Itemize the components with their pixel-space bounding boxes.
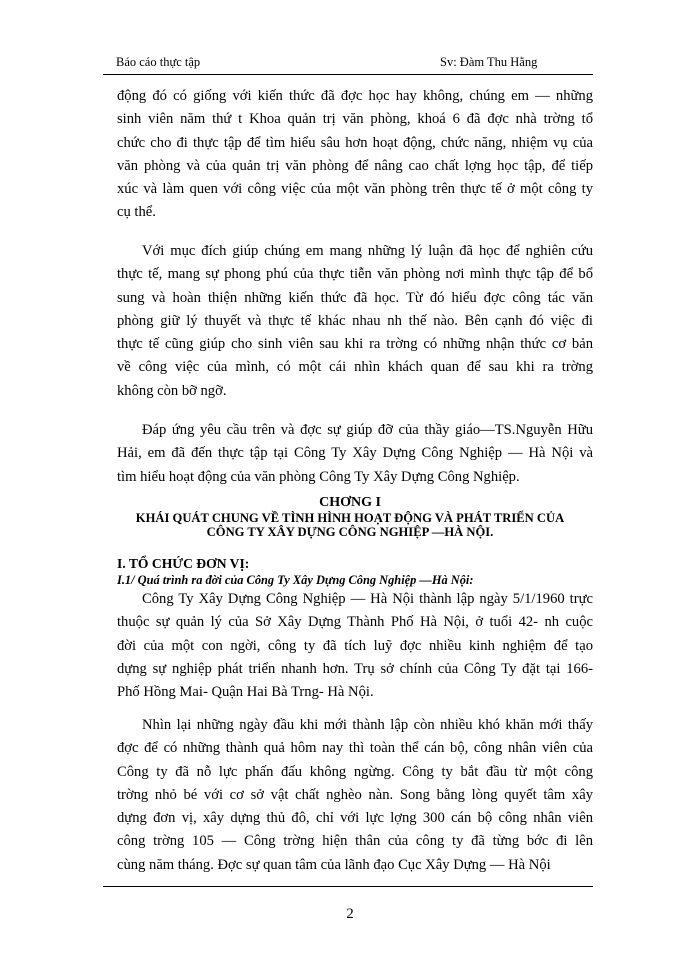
subsection-heading: I.1/ Quá trình ra đời của Công Ty Xây Dựng Công Nghiệp —Hà Nội:	[117, 573, 474, 587]
text-line: thuộc sự quản lý của Sở Xây Dựng Thành Phố Hà Nội, ở tuổi 42- nh cuộc	[117, 614, 593, 631]
chapter-subtitle-line-2: CÔNG TY XÂY DỰNG CÔNG NGHIỆP —HÀ NỘI.	[206, 525, 494, 539]
text-line: phòng giữ lý thuyết và thực tế khác nhau nh thế nào. Bên cạnh đó việc đi	[117, 312, 593, 329]
paragraph-1	[117, 85, 593, 225]
text-line: Phố Hồng Mai- Quận Hai Bà Trng- Hà Nội.	[117, 684, 374, 701]
text-line: tìm hiểu hoạt động của văn phòng Công Ty Xây Dựng Công Nghiệp.	[117, 468, 520, 485]
chapter-title: CHƠNG I	[319, 495, 381, 510]
text-line: đời của một con ngời, công ty đã tích luỹ đợc nhiều kinh nghiệm để tạo	[117, 637, 593, 654]
paragraph-2	[117, 240, 593, 403]
footer-rule	[103, 886, 593, 887]
header-right: Sv: Đàm Thu Hằng	[440, 55, 538, 69]
text-line: thực tế, mang sự phong phú của thực tiễn văn phòng nơi mình thực tập để bổ	[117, 266, 593, 283]
text-line: dựng đơn vị, xây dựng thủ đô, chỉ với lực lợng 300 cán bộ công nhân viên	[117, 810, 593, 827]
text-line: thực tế cũng giúp cho sinh viên sau khi ra trờng có những nhận thức cơ bản	[117, 336, 593, 353]
text-line: sung và hoàn thiện những kiến thức đã học. Từ đó hiểu đợc công tác văn	[117, 289, 593, 306]
text-line: xúc và làm quen với công việc của một văn phòng trên thực tế ở một công ty	[117, 181, 593, 198]
text-line: dựng sự nghiệp phát triển nhanh hơn. Trụ sở chính của Công Ty đặt tại 166-	[117, 660, 593, 677]
text-line: cụ thể.	[117, 204, 156, 221]
text-line: Công ty đã nỗ lực phấn đấu không ngừng. Công ty bắt đầu từ một công	[117, 763, 593, 780]
text-line: công trờng 105 — Công trờng hiện thân của công ty đã từng bớc đi lên	[117, 833, 593, 850]
paragraph-5	[117, 714, 593, 877]
paragraph-4	[117, 588, 593, 704]
text-line: trờng nhỏ bé với cơ sở vật chất nghèo nàn. Song bằng lòng quyết tâm xây	[117, 786, 593, 803]
header-rule	[103, 74, 593, 75]
paragraph-3	[117, 419, 593, 489]
chapter-subtitle-line-1: KHÁI QUÁT CHUNG VỀ TÌNH HÌNH HOẠT ĐỘNG VÀ PHÁT TRIỂN CỦA	[135, 511, 565, 525]
text-line: Nhìn lại những ngày đầu khi mới thành lập còn nhiều khó khăn mới thấy	[142, 717, 593, 733]
text-line: về công việc của mình, có một cái nhìn khách quan để sau khi ra trờng	[117, 359, 593, 376]
text-line: chức cho đi thực tập để tìm hiểu sâu hơn hoạt động, chức năng, nhiệm vụ của	[117, 134, 593, 151]
text-line: không còn bỡ ngỡ.	[117, 382, 227, 399]
text-line: đợc để có những thành quả hôm nay thì toàn thể cán bộ, công nhân viên của	[117, 740, 593, 757]
section-heading: I. TỔ CHỨC ĐƠN VỊ:	[117, 556, 250, 571]
page-number: 2	[346, 906, 354, 922]
text-line: Công Ty Xây Dựng Công Nghiệp — Hà Nội thành lập ngày 5/1/1960 trực	[142, 591, 593, 607]
text-line: văn phòng và của quản trị văn phòng để nâng cao chất lợng học tập, để tiếp	[117, 157, 593, 174]
header-left: Báo cáo thực tập	[116, 55, 201, 69]
text-line: Với mục đích giúp chúng em mang những lý luận đã học để nghiên cứu	[142, 243, 593, 259]
text-line: động đó có giống với kiến thức đã đợc học hay không, chúng em — những	[117, 88, 593, 104]
text-line: Đáp ứng yêu cầu trên và đợc sự giúp đỡ của thầy giáo—TS.Nguyễn Hữu	[142, 422, 593, 438]
text-line: cùng năm tháng. Đợc sự quan tâm của lãnh đạo Cục Xây Dựng — Hà Nội	[117, 856, 551, 873]
text-line: Hải, em đã đến thực tập tại Công Ty Xây Dựng Công Nghiệp — Hà Nội và	[117, 445, 593, 462]
text-line: sinh viên năm thứ t Khoa quản trị văn phòng, khoá 6 đã đợc nhà trờng tổ	[117, 111, 593, 128]
